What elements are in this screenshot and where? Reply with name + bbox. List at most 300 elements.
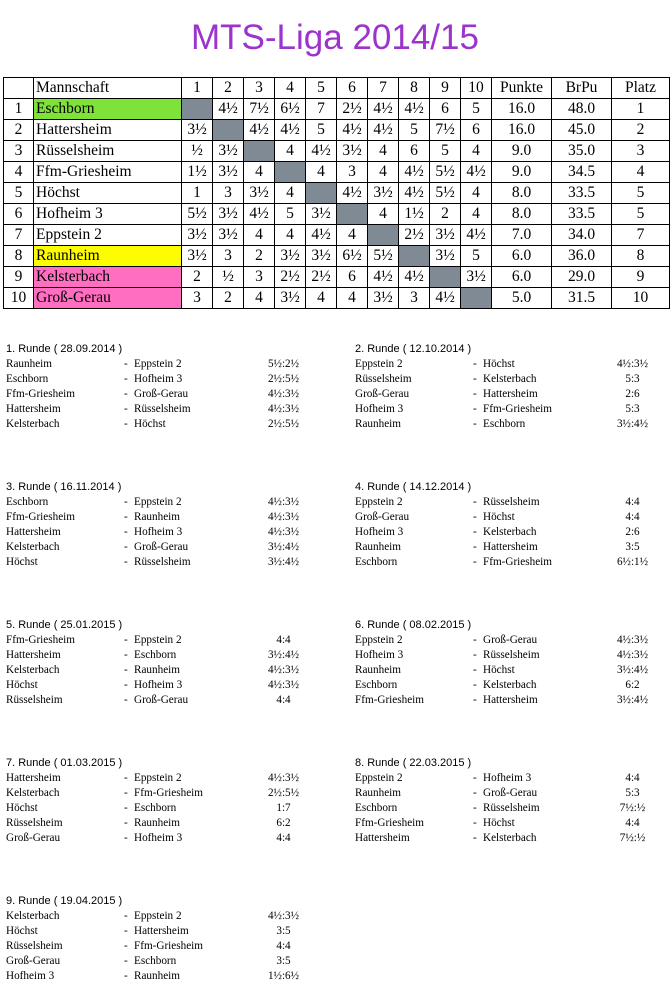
score-cell: 7½: [430, 120, 461, 141]
away-team: Eschborn: [483, 418, 526, 430]
match-separator: -: [124, 970, 128, 982]
score-cell: 1½: [182, 162, 213, 183]
header-cell: 5: [306, 78, 337, 99]
score-cell: 3: [213, 246, 244, 267]
header-cell: Punkte: [492, 78, 552, 99]
score-cell: 5: [275, 204, 306, 225]
home-team: Eschborn: [6, 496, 49, 508]
match-row: [6, 372, 328, 387]
score-cell: 3: [399, 288, 430, 309]
platz-cell: 7: [612, 225, 670, 246]
match-result: 2:6: [625, 388, 640, 400]
score-cell: 4: [461, 141, 492, 162]
score-cell: 4½: [337, 120, 368, 141]
match-result: 3½:4½: [267, 649, 300, 661]
match-separator: -: [124, 496, 128, 508]
away-team: Kelsterbach: [483, 832, 537, 844]
score-cell: 3½: [461, 267, 492, 288]
away-team: Ffm-Griesheim: [483, 556, 552, 568]
match-separator: -: [124, 772, 128, 784]
diagonal-cell: [337, 204, 368, 225]
match-separator: -: [473, 832, 477, 844]
score-cell: 4: [306, 288, 337, 309]
score-cell: 5: [399, 120, 430, 141]
round-block: [355, 618, 670, 708]
score-cell: 5: [461, 99, 492, 120]
match-row: [355, 678, 670, 693]
home-team: Rüsselsheim: [6, 817, 63, 829]
match-result: 4½:3½: [267, 511, 300, 523]
match-row: [6, 786, 328, 801]
score-cell: 3½: [306, 204, 337, 225]
match-result: 4½:3½: [616, 358, 649, 370]
away-team: Kelsterbach: [483, 526, 537, 538]
score-cell: 7: [306, 99, 337, 120]
match-row: [6, 540, 328, 555]
score-cell: 4½: [275, 120, 306, 141]
score-cell: 1½: [399, 204, 430, 225]
match-row: [355, 372, 670, 387]
home-team: Hofheim 3: [6, 970, 55, 982]
home-team: Groß-Gerau: [6, 832, 61, 844]
platz-cell: 1: [612, 99, 670, 120]
header-cell: 4: [275, 78, 306, 99]
brpu-cell: 36.0: [552, 246, 612, 267]
away-team: Höchst: [483, 358, 515, 370]
score-cell: 4: [244, 162, 275, 183]
match-separator: -: [124, 787, 128, 799]
match-row: [6, 495, 328, 510]
match-separator: -: [473, 634, 477, 646]
away-team: Hofheim 3: [483, 772, 532, 784]
away-team: Raunheim: [134, 817, 180, 829]
away-team: Ffm-Griesheim: [134, 787, 203, 799]
away-team: Raunheim: [134, 970, 180, 982]
table-header-row: [4, 78, 670, 99]
score-cell: 4: [275, 225, 306, 246]
match-separator: -: [124, 832, 128, 844]
match-separator: -: [124, 511, 128, 523]
match-separator: -: [473, 388, 477, 400]
round-title: 9. Runde ( 19.04.2015 ): [6, 895, 123, 907]
header-cell: Platz: [612, 78, 670, 99]
away-team: Hofheim 3: [134, 526, 183, 538]
match-result: 4:4: [625, 772, 640, 784]
match-separator: -: [124, 694, 128, 706]
match-separator: -: [473, 649, 477, 661]
match-row: [6, 816, 328, 831]
away-team: Groß-Gerau: [483, 787, 538, 799]
score-cell: 5: [430, 141, 461, 162]
team-name: Eschborn: [34, 99, 182, 120]
home-team: Rüsselsheim: [6, 940, 63, 952]
diagonal-cell: [182, 99, 213, 120]
home-team: Hofheim 3: [355, 403, 404, 415]
match-separator: -: [124, 403, 128, 415]
home-team: Eppstein 2: [355, 358, 403, 370]
round-block: [6, 342, 328, 432]
match-result: 2½:5½: [267, 373, 300, 385]
match-row: [6, 969, 328, 984]
match-row: [6, 693, 328, 708]
rank-number: 8: [4, 246, 34, 267]
match-result: 7½:½: [619, 832, 646, 844]
match-row: [6, 402, 328, 417]
rank-number: 10: [4, 288, 34, 309]
match-result: 3½:4½: [616, 694, 649, 706]
table-row: [4, 246, 670, 267]
score-cell: 4: [461, 204, 492, 225]
table-row: [4, 288, 670, 309]
match-result: 3:5: [625, 541, 640, 553]
match-row: [355, 771, 670, 786]
match-row: [6, 357, 328, 372]
rank-number: 5: [4, 183, 34, 204]
score-cell: 3: [337, 162, 368, 183]
score-cell: 4½: [399, 162, 430, 183]
match-row: [6, 417, 328, 432]
score-cell: 6½: [337, 246, 368, 267]
away-team: Eppstein 2: [134, 772, 182, 784]
home-team: Hattersheim: [6, 403, 61, 415]
match-result: 4½:3½: [267, 679, 300, 691]
score-cell: 4: [337, 288, 368, 309]
away-team: Eschborn: [134, 649, 177, 661]
score-cell: 4: [275, 183, 306, 204]
diagonal-cell: [399, 246, 430, 267]
away-team: Hattersheim: [483, 388, 538, 400]
punkte-cell: 6.0: [492, 246, 552, 267]
away-team: Rüsselsheim: [483, 802, 540, 814]
match-result: 4:4: [625, 817, 640, 829]
match-row: [355, 831, 670, 846]
match-result: 2½:5½: [267, 418, 300, 430]
table-row: [4, 267, 670, 288]
away-team: Ffm-Griesheim: [134, 940, 203, 952]
home-team: Ffm-Griesheim: [6, 511, 75, 523]
match-separator: -: [124, 817, 128, 829]
score-cell: 2½: [399, 225, 430, 246]
away-team: Eppstein 2: [134, 634, 182, 646]
table-row: [4, 141, 670, 162]
score-cell: 4½: [368, 267, 399, 288]
match-result: 2:6: [625, 526, 640, 538]
match-result: 5:3: [625, 373, 640, 385]
match-separator: -: [124, 541, 128, 553]
header-cell: Mannschaft: [34, 78, 182, 99]
round-title: 1. Runde ( 28.09.2014 ): [6, 343, 123, 355]
away-team: Eppstein 2: [134, 910, 182, 922]
score-cell: 7½: [244, 99, 275, 120]
brpu-cell: 35.0: [552, 141, 612, 162]
table-row: [4, 204, 670, 225]
match-row: [6, 510, 328, 525]
score-cell: 4½: [337, 183, 368, 204]
home-team: Kelsterbach: [6, 418, 60, 430]
match-separator: -: [124, 526, 128, 538]
match-separator: -: [124, 679, 128, 691]
away-team: Raunheim: [134, 511, 180, 523]
score-cell: 1: [182, 183, 213, 204]
match-result: 4:4: [276, 940, 291, 952]
match-separator: -: [124, 649, 128, 661]
match-row: [355, 495, 670, 510]
score-cell: 4: [306, 162, 337, 183]
table-row: [4, 120, 670, 141]
rank-number: 6: [4, 204, 34, 225]
team-name: Hofheim 3: [34, 204, 182, 225]
away-team: Eschborn: [134, 802, 177, 814]
score-cell: 4: [461, 183, 492, 204]
home-team: Hattersheim: [6, 526, 61, 538]
away-team: Rüsselsheim: [483, 649, 540, 661]
home-team: Eppstein 2: [355, 772, 403, 784]
match-row: [355, 357, 670, 372]
away-team: Groß-Gerau: [483, 634, 538, 646]
score-cell: 4½: [461, 162, 492, 183]
platz-cell: 8: [612, 246, 670, 267]
home-team: Raunheim: [355, 664, 401, 676]
score-cell: 4: [244, 225, 275, 246]
score-cell: 5½: [430, 183, 461, 204]
score-cell: 6½: [275, 99, 306, 120]
match-result: 7½:½: [619, 802, 646, 814]
match-result: 3:5: [276, 925, 291, 937]
brpu-cell: 29.0: [552, 267, 612, 288]
punkte-cell: 7.0: [492, 225, 552, 246]
round-title: 6. Runde ( 08.02.2015 ): [355, 619, 472, 631]
away-team: Eschborn: [134, 955, 177, 967]
match-row: [355, 648, 670, 663]
match-separator: -: [124, 940, 128, 952]
score-cell: 3½: [213, 225, 244, 246]
match-separator: -: [124, 664, 128, 676]
away-team: Hofheim 3: [134, 679, 183, 691]
punkte-cell: 16.0: [492, 120, 552, 141]
header-cell: 6: [337, 78, 368, 99]
home-team: Eppstein 2: [355, 634, 403, 646]
home-team: Groß-Gerau: [6, 955, 61, 967]
brpu-cell: 33.5: [552, 183, 612, 204]
match-row: [355, 540, 670, 555]
match-result: 6½:1½: [616, 556, 649, 568]
score-cell: 3½: [368, 288, 399, 309]
diagonal-cell: [368, 225, 399, 246]
rank-number: 4: [4, 162, 34, 183]
score-cell: 5½: [368, 246, 399, 267]
away-team: Kelsterbach: [483, 373, 537, 385]
table-row: [4, 99, 670, 120]
match-row: [355, 693, 670, 708]
punkte-cell: 6.0: [492, 267, 552, 288]
score-cell: 2½: [337, 99, 368, 120]
score-cell: 2½: [275, 267, 306, 288]
brpu-cell: 34.0: [552, 225, 612, 246]
home-team: Raunheim: [355, 787, 401, 799]
platz-cell: 9: [612, 267, 670, 288]
diagonal-cell: [275, 162, 306, 183]
score-cell: 4: [368, 204, 399, 225]
match-row: [355, 402, 670, 417]
match-result: 3½:4½: [267, 556, 300, 568]
match-result: 4½:3½: [267, 403, 300, 415]
team-name: Hattersheim: [34, 120, 182, 141]
score-cell: ½: [213, 267, 244, 288]
round-title: 4. Runde ( 14.12.2014 ): [355, 481, 472, 493]
score-cell: 3½: [244, 183, 275, 204]
match-separator: -: [473, 373, 477, 385]
score-cell: 3½: [213, 204, 244, 225]
home-team: Ffm-Griesheim: [355, 817, 424, 829]
brpu-cell: 48.0: [552, 99, 612, 120]
punkte-cell: 9.0: [492, 162, 552, 183]
rank-number: 2: [4, 120, 34, 141]
away-team: Hattersheim: [483, 694, 538, 706]
home-team: Höchst: [6, 679, 38, 691]
home-team: Raunheim: [355, 541, 401, 553]
match-separator: -: [124, 910, 128, 922]
home-team: Hofheim 3: [355, 649, 404, 661]
away-team: Rüsselsheim: [134, 403, 191, 415]
match-separator: -: [124, 358, 128, 370]
match-row: [355, 387, 670, 402]
away-team: Hofheim 3: [134, 373, 183, 385]
punkte-cell: 9.0: [492, 141, 552, 162]
match-separator: -: [473, 541, 477, 553]
round-block: [355, 480, 670, 570]
home-team: Rüsselsheim: [355, 373, 412, 385]
score-cell: 5½: [430, 162, 461, 183]
match-result: 4:4: [276, 634, 291, 646]
home-team: Eschborn: [355, 556, 398, 568]
home-team: Höchst: [6, 556, 38, 568]
match-result: 1½:6½: [267, 970, 300, 982]
match-result: 4½:3½: [267, 910, 300, 922]
score-cell: 4½: [399, 99, 430, 120]
match-result: 4½:3½: [267, 496, 300, 508]
match-result: 6:2: [276, 817, 291, 829]
match-row: [355, 555, 670, 570]
rank-number: 1: [4, 99, 34, 120]
score-cell: 5½: [182, 204, 213, 225]
match-row: [355, 633, 670, 648]
score-cell: 4½: [461, 225, 492, 246]
match-separator: -: [473, 511, 477, 523]
match-separator: -: [124, 955, 128, 967]
away-team: Höchst: [483, 511, 515, 523]
table-row: [4, 183, 670, 204]
match-result: 3½:4½: [267, 541, 300, 553]
home-team: Kelsterbach: [6, 664, 60, 676]
score-cell: 2: [213, 288, 244, 309]
score-cell: 4: [337, 225, 368, 246]
match-result: 4½:3½: [267, 526, 300, 538]
match-separator: -: [124, 802, 128, 814]
home-team: Kelsterbach: [6, 787, 60, 799]
brpu-cell: 33.5: [552, 204, 612, 225]
match-row: [355, 417, 670, 432]
round-block: [6, 618, 328, 708]
away-team: Ffm-Griesheim: [483, 403, 552, 415]
match-result: 4½:3½: [616, 634, 649, 646]
score-cell: 3½: [275, 246, 306, 267]
match-row: [6, 555, 328, 570]
header-cell: 2: [213, 78, 244, 99]
header-cell: 8: [399, 78, 430, 99]
away-team: Groß-Gerau: [134, 541, 189, 553]
score-cell: 3: [244, 267, 275, 288]
team-name: Rüsselsheim: [34, 141, 182, 162]
away-team: Raunheim: [134, 664, 180, 676]
match-row: [6, 771, 328, 786]
away-team: Hattersheim: [483, 541, 538, 553]
away-team: Rüsselsheim: [134, 556, 191, 568]
score-cell: 3½: [182, 246, 213, 267]
team-name: Kelsterbach: [34, 267, 182, 288]
score-cell: 4½: [399, 267, 430, 288]
header-cell: 1: [182, 78, 213, 99]
match-result: 4½:3½: [267, 388, 300, 400]
match-result: 4½:3½: [616, 649, 649, 661]
header-cell: 3: [244, 78, 275, 99]
home-team: Eschborn: [6, 373, 49, 385]
score-cell: 3½: [182, 120, 213, 141]
match-separator: -: [473, 772, 477, 784]
match-separator: -: [473, 787, 477, 799]
header-cell: 7: [368, 78, 399, 99]
match-row: [355, 525, 670, 540]
away-team: Hattersheim: [134, 925, 189, 937]
match-separator: -: [473, 556, 477, 568]
match-result: 4:4: [625, 511, 640, 523]
score-cell: 4: [275, 141, 306, 162]
match-separator: -: [473, 694, 477, 706]
away-team: Groß-Gerau: [134, 388, 189, 400]
round-block: [6, 480, 328, 570]
home-team: Ffm-Griesheim: [355, 694, 424, 706]
score-cell: 3: [213, 183, 244, 204]
score-cell: 4½: [399, 183, 430, 204]
match-separator: -: [124, 925, 128, 937]
home-team: Rüsselsheim: [6, 694, 63, 706]
score-cell: 6: [461, 120, 492, 141]
punkte-cell: 5.0: [492, 288, 552, 309]
home-team: Eschborn: [355, 802, 398, 814]
brpu-cell: 31.5: [552, 288, 612, 309]
round-block: [6, 894, 328, 984]
match-result: 5½:2½: [267, 358, 300, 370]
round-title: 2. Runde ( 12.10.2014 ): [355, 343, 472, 355]
platz-cell: 10: [612, 288, 670, 309]
diagonal-cell: [461, 288, 492, 309]
home-team: Höchst: [6, 925, 38, 937]
score-cell: 2: [244, 246, 275, 267]
page-title: MTS-Liga 2014/15: [191, 18, 479, 57]
away-team: Eppstein 2: [134, 496, 182, 508]
team-name: Groß-Gerau: [34, 288, 182, 309]
home-team: Ffm-Griesheim: [6, 634, 75, 646]
platz-cell: 3: [612, 141, 670, 162]
diagonal-cell: [306, 183, 337, 204]
away-team: Rüsselsheim: [483, 496, 540, 508]
match-separator: -: [473, 817, 477, 829]
table-row: [4, 162, 670, 183]
platz-cell: 2: [612, 120, 670, 141]
score-cell: 4: [368, 141, 399, 162]
match-separator: -: [124, 418, 128, 430]
diagonal-cell: [213, 120, 244, 141]
home-team: Höchst: [6, 802, 38, 814]
